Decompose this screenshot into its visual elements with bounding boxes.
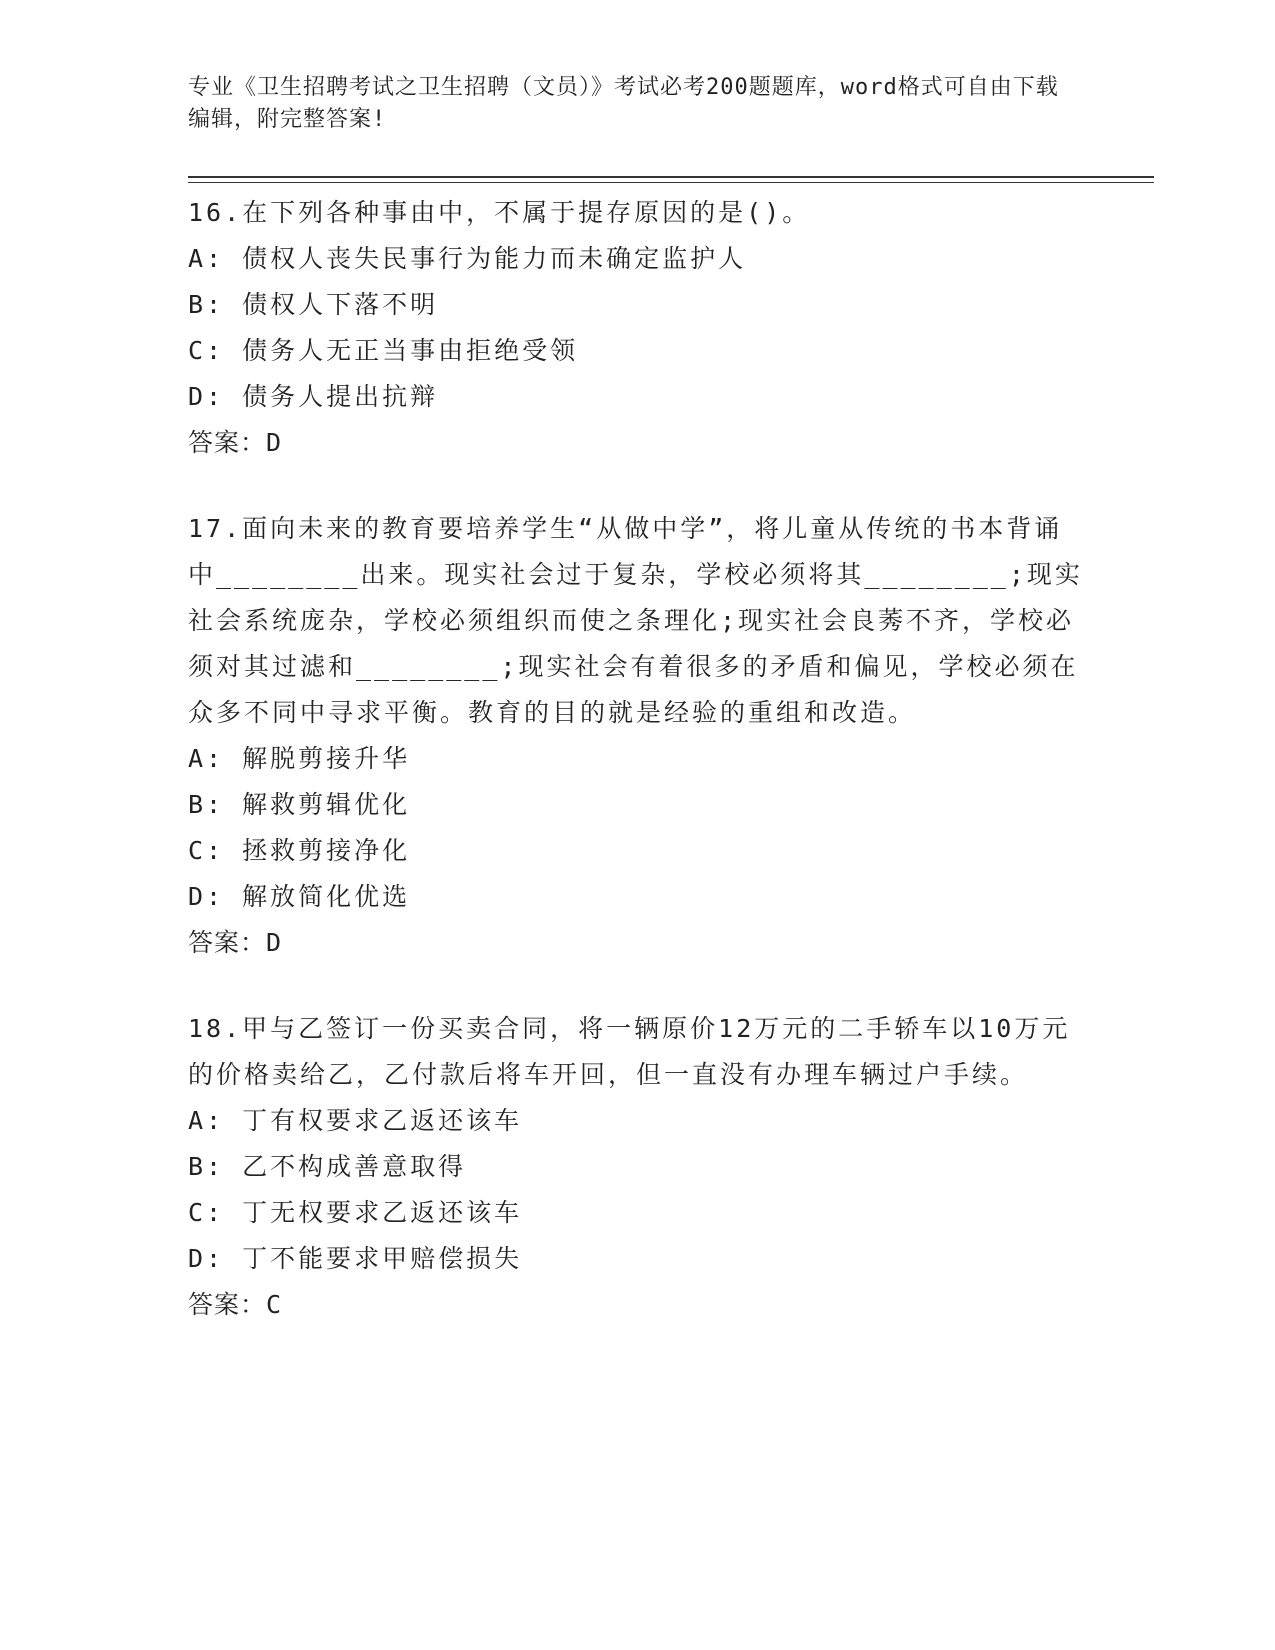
option-c: C: 债务人无正当事由拒绝受领 <box>188 336 579 365</box>
option-a: A: 丁有权要求乙返还该车 <box>188 1106 523 1135</box>
question-list <box>188 190 1088 1368</box>
answer-value: D <box>266 428 284 457</box>
question-18 <box>188 1006 1088 1328</box>
option-b: B: 乙不构成善意取得 <box>188 1152 467 1181</box>
question-16 <box>188 190 1088 466</box>
answer-label: 答案： <box>188 1290 267 1319</box>
option-c: C: 丁无权要求乙返还该车 <box>188 1198 523 1227</box>
option-d: D: 丁不能要求甲赔偿损失 <box>188 1244 523 1273</box>
option-a: A: 债权人丧失民事行为能力而未确定监护人 <box>188 244 747 273</box>
answer-line <box>188 920 1088 966</box>
option-c: C: 拯救剪接净化 <box>188 836 411 865</box>
answer-label: 答案： <box>188 928 267 957</box>
answer-value: D <box>266 928 284 957</box>
option-b: B: 债权人下落不明 <box>188 290 439 319</box>
option-a: A: 解脱剪接升华 <box>188 744 411 773</box>
header-divider-thin <box>188 182 1154 183</box>
answer-line <box>188 420 1088 466</box>
question-17 <box>188 506 1088 966</box>
answer-value: C <box>266 1290 284 1319</box>
question-text: 18.甲与乙签订一份买卖合同，将一辆原价12万元的二手轿车以10万元的价格卖给乙，乙付款后将车开回，但一直没有办理车辆过户手续。 <box>188 1014 1071 1089</box>
question-text: 17.面向未来的教育要培养学生“从做中学”，将儿童从传统的书本背诵中________出来。现实社会过于复杂，学校必须将其________;现实社会系统庞杂，学校必须组织而使之条理化;现实社会良莠不齐，学校必须对其过滤和________;现实社会有着很多的矛盾和偏见，学校必须在众多不同中寻求平衡。教育的目的就是经验的重组和改造。 <box>188 514 1083 727</box>
header-divider-thick <box>188 176 1154 178</box>
answer-line <box>188 1282 1088 1328</box>
option-d: D: 解放简化优选 <box>188 882 411 911</box>
option-b: B: 解救剪辑优化 <box>188 790 411 819</box>
question-text: 16.在下列各种事由中，不属于提存原因的是()。 <box>188 198 811 227</box>
document-header: 专业《卫生招聘考试之卫生招聘（文员）》考试必考200题题库，word格式可自由下载编辑，附完整答案! <box>188 75 1059 132</box>
option-d: D: 债务人提出抗辩 <box>188 382 439 411</box>
answer-label: 答案： <box>188 428 267 457</box>
